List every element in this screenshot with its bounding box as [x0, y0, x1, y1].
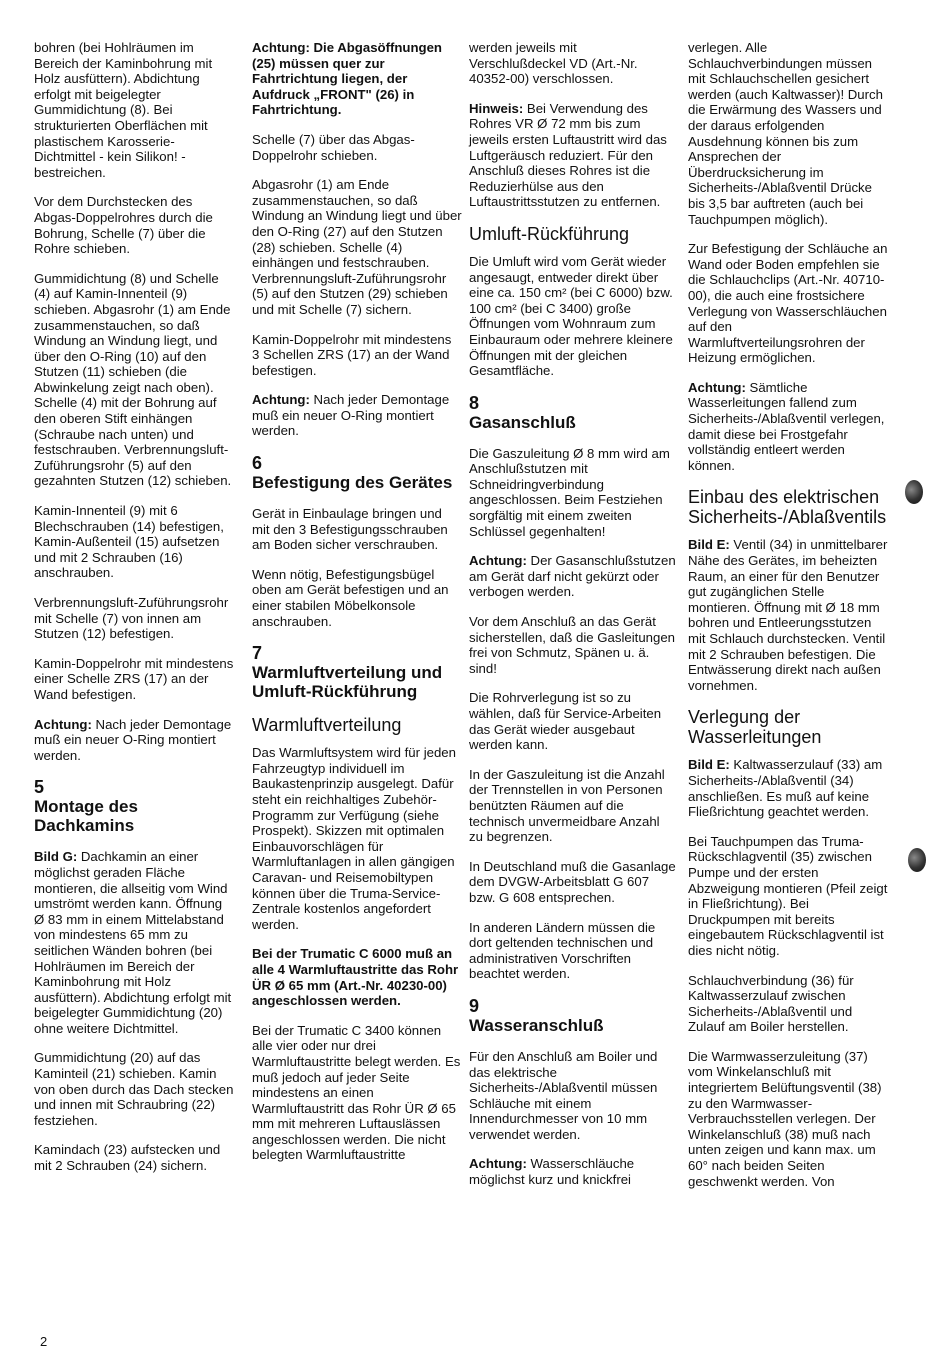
section-title: Befestigung des Gerätes — [252, 473, 453, 493]
paragraph-lead: Achtung: — [34, 716, 92, 732]
paragraph: Gummidichtung (8) und Schelle (4) auf Kamin-Innenteil (9) schieben. Abgasrohr (1) am Ende zusammenstauchen, so daß Windung an Windung liegt, und über den O-Ring (10) auf den Stutzen (11) schieben (die Abwinkelung zeigt nach oben). Schelle (4) mit der Bohrung auf den oberen Stift einhängen (Schraube nach unten) und festschrauben. Verbrennungsluft-Zuführungsrohr (5) auf den gezahnten Stutzen (12) schieben. — [34, 270, 232, 489]
section-title: Wasseranschluß — [469, 1015, 604, 1035]
paragraph: Verbrennungsluft-Zuführungsrohr mit Schelle (7) von innen am Stutzen (12) befestigen. — [34, 595, 229, 642]
paragraph: Kamin-Innenteil (9) mit 6 Blechschrauben (14) befestigen, Kamin-Außenteil (15) aufsetzen und mit 2 Schrauben (16) anschrauben. — [34, 503, 224, 581]
paragraph: Das Warmluftsystem wird für jeden Fahrzeugtyp individuell im Baukastenprinzip ausgelegt. Dafür steht ein reichhaltiges Zubehör-Programm zur Verfügung (siehe Prospekt). Skizzen mit optimalen Einbauvorschlägen für Warmluftanlagen in allen gängigen Caravan- und Reisemobiltypen können über die Truma-Service-Zentrale kostenlos angefordert werden. — [252, 745, 456, 932]
paragraph — [688, 537, 888, 693]
subsection-title: Einbau des elektrischen Sicherheits-/Ablaßventils — [688, 487, 887, 528]
subsection-title: Verlegung der Wasserleitungen — [688, 707, 822, 748]
paragraph: In der Gaszuleitung ist die Anzahl der Trennstellen in von Personen benützten Räumen auf die technisch unvermeidbare Anzahl zu begrenzen. — [469, 766, 665, 845]
paragraph-text: Der Gasanschlußstutzen am Gerät darf nicht gekürzt oder verbogen werden. — [469, 553, 676, 600]
paragraph-text: Nach jeder Demontage muß ein neuer O-Ring montiert werden. — [34, 716, 232, 763]
paragraph-lead: Achtung: — [688, 379, 746, 395]
paragraph: Gerät in Einbaulage bringen und mit den 3 Befestigungsschrauben am Boden sicher verschrauben. — [252, 506, 448, 553]
bold-paragraph: Bei der Trumatic C 6000 muß an alle 4 Warmluftaustritte das Rohr ÜR Ø 65 mm (Art.-Nr. 40230-00) angeschlossen werden. — [252, 946, 459, 1009]
paragraph: Schelle (7) über das Abgas-Doppelrohr schieben. — [252, 131, 415, 163]
paragraph: Die Warmwasserzuleitung (37) vom Winkelanschluß mit integriertem Belüftungsventil (38) zu den Warmwasser-Verbrauchsstellen verlegen. Der Winkelanschluß (38) muß nach unten zeigen und kann max. um 60° nach beiden Seiten geschwenkt werden. Von — [688, 1048, 882, 1189]
section-number: 7 — [252, 643, 263, 664]
paragraph: Bei Tauchpumpen das Truma-Rückschlagventil (35) zwischen Pumpe und der ersten Abzweigung montieren (Pfeil zeigt in Fließrichtung). Bei Druckpumpen mit bereits eingebautem Rückschlagventil ist dies nicht nötig. — [688, 833, 888, 958]
section-title: Warmluftverteilung und Umluft-Rückführung — [252, 663, 443, 702]
paragraph: Für den Anschluß am Boiler und das elektrische Sicherheits-/Ablaßventil müssen Schläuche mit einem Innendurchmesser von 10 mm verwendet werden. — [469, 1048, 658, 1142]
paragraph-lead: Achtung: — [469, 1156, 527, 1172]
paragraph: bohren (bei Hohlräumen im Bereich der Kaminbohrung mit Holz ausfüttern). Abdichtung erfolgt mit beigelegter Gummidichtung (8). Bei strukturierten Oberflächen mit plastischem Karosserie-Dichtmittel - kein Silikon! - bestreichen. — [34, 40, 213, 180]
paragraph — [34, 849, 234, 1036]
paragraph — [469, 553, 676, 600]
paragraph: Wenn nötig, Befestigungsbügel oben am Gerät befestigen und an einer stabilen Möbelkonsole anschrauben. — [252, 566, 449, 629]
paragraph: verlegen. Alle Schlauchverbindungen müssen mit Schlauchschellen gesichert werden (auch Kaltwasser)! Durch die Erwärmung des Wassers und der daraus erfolgenden Ausdehnung können bis zum Ansprechen der Überdrucksicherung im Sicherheits-/Ablaßventil Drücke bis 3,5 bar auftreten (auch bei Tauchpumpen möglich). — [688, 40, 883, 227]
paragraph: Schlauchverbindung (36) für Kaltwasserzulauf zwischen Sicherheits-/Ablaßventil und Zulauf am Boiler herstellen. — [688, 972, 854, 1035]
column-3 — [469, 40, 676, 1202]
paragraph-lead: Achtung: — [252, 392, 310, 408]
paragraph: Kamin-Doppelrohr mit mindestens einer Schelle ZRS (17) an der Wand befestigen. — [34, 655, 234, 702]
paragraph-lead: Achtung: — [469, 553, 527, 569]
paragraph-lead: Hinweis: — [469, 100, 524, 116]
paragraph-text: Dachkamin an einer möglichst geraden Fläche montieren, die allseitig vom Wind umströmt werden kann. Öffnung Ø 83 mm in einem Mittelabstand von mindestens 65 mm zu seitlichen Wänden bohren (bei Hohlräumen im Bereich der Kaminbohrung mit Holz ausfüttern). Abdichtung erfolgt mit beigelegter Gummidichtung (20) ohne weitere Dichtmittel. — [34, 849, 232, 1036]
punch-hole-icon — [905, 480, 923, 504]
column-4 — [688, 40, 888, 1203]
paragraph — [688, 380, 888, 474]
paragraph-text: Sämtliche Wasserleitungen fallend zum Sicherheits-/Ablaßventil verlegen, damit diese bei Frostgefahr vollständig entleert werden können. — [688, 379, 885, 473]
paragraph: Bei der Trumatic C 3400 können alle vier oder nur drei Warmluftaustritte belegt werden. Es muß jedoch auf jeder Seite mindestens an einen Warmluftaustritt das Rohr ÜR Ø 65 mm mit mehreren Luftauslässen angeschlossen werden. Die nicht belegten Warmluftaustritte — [252, 1022, 461, 1163]
paragraph: Kamindach (23) aufstecken und mit 2 Schrauben (24) sichern. — [34, 1142, 221, 1174]
column-2 — [252, 40, 462, 1177]
paragraph: In anderen Ländern müssen die dort geltenden technischen und administrativen Vorschriften beachtet werden. — [469, 919, 656, 982]
paragraph: Die Gaszuleitung Ø 8 mm wird am Anschlußstutzen mit Schneidringverbindung angeschlossen. Beim Festziehen sorgfältig mit einem zweiten Schlüssel gegenhalten! — [469, 445, 670, 539]
section-title: Gasanschluß — [469, 412, 576, 432]
paragraph: Kamin-Doppelrohr mit mindestens 3 Schellen ZRS (17) an der Wand befestigen. — [252, 331, 452, 378]
bold-paragraph: Achtung: Die Abgasöffnungen (25) müssen quer zur Fahrtrichtung liegen, der Aufdruck „FRONT" (26) in Fahrtrichtung. — [252, 40, 442, 118]
paragraph: Die Rohrverlegung ist so zu wählen, daß für Service-Arbeiten das Gerät wieder ausgebaut werden kann. — [469, 690, 662, 753]
page-number: 2 — [40, 1334, 48, 1349]
subsection-title: Warmluftverteilung — [252, 715, 402, 736]
paragraph-text: Nach jeder Demontage muß ein neuer O-Ring montiert werden. — [252, 392, 450, 439]
punch-hole-icon — [908, 848, 926, 872]
paragraph — [469, 1156, 676, 1187]
paragraph: Abgasrohr (1) am Ende zusammenstauchen, so daß Windung an Windung liegt und über den O-Ring (27) auf den Stutzen (28) schieben. Schelle (4) einhängen und festschrauben. Verbrennungsluft-Zuführungsrohr (5) auf den Stutzen (29) schieben und mit Schelle (7) sichern. — [252, 177, 462, 317]
paragraph: Vor dem Anschluß an das Gerät sicherstellen, daß die Gasleitungen frei von Schmutz, Spänen u. ä. sind! — [469, 614, 675, 676]
paragraph: In Deutschland muß die Gasanlage dem DVGW-Arbeitsblatt G 607 bzw. G 608 entsprechen. — [469, 858, 676, 905]
paragraph-lead: Bild E: — [688, 757, 730, 773]
section-number: 8 — [469, 392, 480, 413]
paragraph: werden jeweils mit Verschlußdeckel VD (Art.-Nr. 40352-00) verschlossen. — [469, 40, 638, 87]
section-number: 6 — [252, 453, 263, 474]
paragraph — [252, 392, 462, 439]
section-number: 9 — [469, 995, 480, 1016]
paragraph-text: Ventil (34) in unmittelbarer Nähe des Gerätes, im beheizten Raum, an einer für den Benutzer gut zugänglichen Stelle montieren. Öffnung mit Ø 18 mm bohren und Entleerungsstutzen mit Schlauch durchstecken. Ventil mit 2 Schrauben befestigen. Die Entwässerung direkt nach außen vornehmen. — [688, 537, 888, 693]
paragraph: Die Umluft wird vom Gerät wieder angesaugt, entweder direkt über eine ca. 150 cm² (bei C 6000) bzw. 100 cm² (bei C 3400) große Öffnungen vom Wohnraum zum Einbauraum oder mehrere kleinere Öffnungen mit der gleichen Gesamtfläche. — [469, 253, 673, 379]
paragraph — [34, 717, 234, 764]
paragraph-text: Kaltwasserzulauf (33) am Sicherheits-/Ablaßventil (34) anschließen. Es muß auf keine Fließrichtung geachtet werden. — [688, 757, 883, 820]
paragraph-lead: Bild E: — [688, 537, 730, 553]
paragraph-text: Wasserschläuche möglichst kurz und knickfrei — [469, 1156, 635, 1188]
paragraph-lead: Bild G: — [34, 849, 78, 865]
column-1 — [34, 40, 234, 1188]
paragraph: Gummidichtung (20) auf das Kaminteil (21) schieben. Kamin von oben durch das Dach stecken und innen mit Schraubring (22) festziehen. — [34, 1050, 234, 1128]
paragraph — [688, 757, 888, 819]
section-title: Montage des Dachkamins — [34, 797, 138, 836]
section-number: 5 — [34, 777, 45, 798]
paragraph: Vor dem Durchstecken des Abgas-Doppelrohres durch die Bohrung, Schelle (7) über die Rohre schieben. — [34, 194, 213, 257]
paragraph — [469, 101, 676, 210]
subsection-title: Umluft-Rückführung — [469, 223, 630, 244]
paragraph-text: Bei Verwendung des Rohres VR Ø 72 mm bis zum jeweils ersten Luftaustritt wird das Luftgeräusch reduziert. Für den Anschluß dieses Rohres ist die Reduzierhülse aus den Luftaustrittsstutzen zu entfernen. — [469, 100, 667, 210]
paragraph: Zur Befestigung der Schläuche an Wand oder Boden empfehlen sie die Schlauchclips (Art.-Nr. 40710-00), die auch eine frostsichere Verlegung von Wasserschläuchen auf den Warmluftverteilungsrohren der Heizung ermöglichen. — [688, 241, 888, 366]
